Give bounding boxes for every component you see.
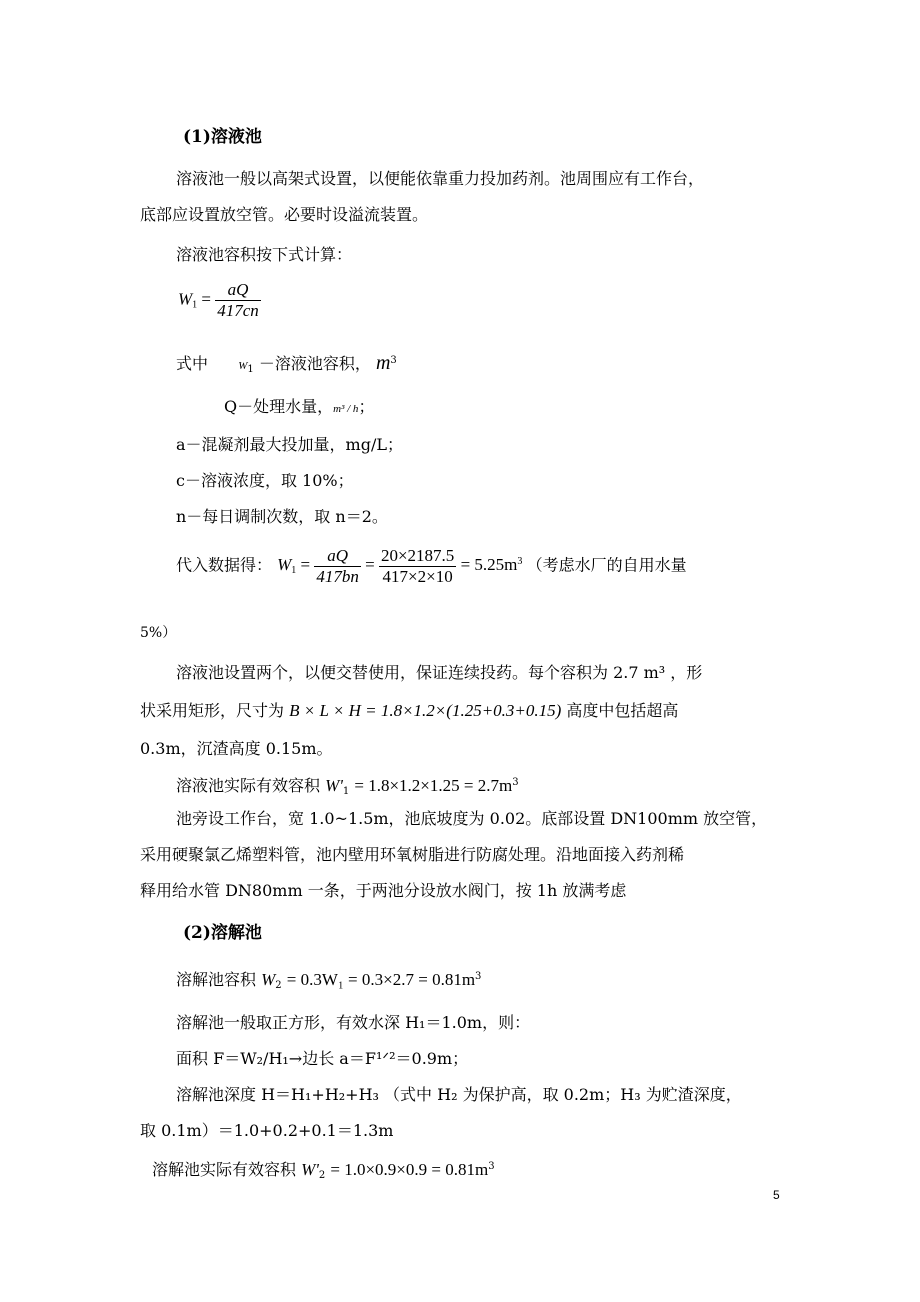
para-6 bbox=[176, 966, 481, 997]
fraction-denominator: 417cn bbox=[217, 301, 259, 320]
para-9-line-2: 取 0.1m）＝1.0+0.2+0.1＝1.3m bbox=[140, 1121, 394, 1140]
para-10-subscript: 2 bbox=[318, 1170, 326, 1181]
def-q-text: Q－处理水量， bbox=[224, 397, 334, 416]
def-n: n－每日调制次数，取 n＝2。 bbox=[176, 507, 388, 526]
calc-result-sup: 3 bbox=[517, 556, 523, 568]
para-2: 溶液池容积按下式计算： bbox=[176, 245, 353, 264]
para-5-line-3: 释用给水管 DN80mm 一条，于两池分设放水阀门，按 1h 放满考虑 bbox=[140, 881, 627, 900]
para-10-sup: 3 bbox=[488, 1161, 495, 1172]
para-3-text-b: 高度中包括超高 bbox=[566, 701, 679, 720]
para-8: 面积 F＝W₂/H₁→边长 a＝F¹ᐟ²＝0.9m； bbox=[176, 1049, 469, 1068]
calc-subscript: 1 bbox=[291, 565, 297, 577]
def-w-text: －溶液池容积， bbox=[258, 354, 371, 373]
formula-fraction bbox=[215, 280, 261, 321]
para-6-subscript: 2 bbox=[275, 980, 282, 991]
para-4-sup: 3 bbox=[512, 777, 519, 788]
formula-subscript: 1 bbox=[192, 299, 198, 311]
formula-equals: = bbox=[201, 289, 212, 309]
para-4-symbol: W' bbox=[325, 776, 343, 795]
para-4-expression: = 1.8×1.2×1.25 = 2.7m bbox=[354, 776, 513, 795]
def-w-unit: m bbox=[375, 352, 391, 374]
def-w-unit-sup: 3 bbox=[390, 355, 397, 366]
fraction-numerator: 20×2187.5 bbox=[380, 546, 455, 565]
para-3-line-2 bbox=[140, 700, 678, 722]
para-7: 溶解池一般取正方形，有效水深 H₁＝1.0m，则： bbox=[176, 1013, 531, 1032]
fraction-numerator: aQ bbox=[215, 280, 261, 301]
section-1-title: (1)溶液池 bbox=[183, 127, 262, 147]
para-3-text-a: 状采用矩形，尺寸为 bbox=[140, 701, 285, 720]
calc-fraction-1 bbox=[314, 546, 361, 587]
para-5-line-2: 采用硬聚氯乙烯塑料管，池内壁用环氧树脂进行防腐处理。沿地面接入药剂稀 bbox=[140, 845, 685, 864]
calc-fraction-2 bbox=[379, 546, 456, 587]
para-4-subscript: 1 bbox=[342, 786, 350, 797]
def-q bbox=[224, 396, 374, 420]
para-4-label: 溶液池实际有效容积 bbox=[176, 776, 321, 795]
para-1-line-1: 溶液池一般以高架式设置，以便能依靠重力投加药剂。池周围应有工作台， bbox=[176, 169, 705, 188]
fraction-numerator: aQ bbox=[314, 546, 361, 567]
para-1-line-2: 底部应设置放空管。必要时设溢流装置。 bbox=[140, 205, 429, 224]
calc-note-2: 5%） bbox=[140, 625, 177, 641]
para-9-line-1: 溶解池深度 H＝H₁+H₂+H₃ （式中 H₂ 为保护高，取 0.2m；H₃ 为贮渣深度， bbox=[176, 1085, 742, 1104]
para-10 bbox=[152, 1156, 495, 1187]
formula-w1 bbox=[178, 280, 261, 321]
def-w1 bbox=[176, 350, 397, 381]
para-3-line-1: 溶液池设置两个，以便交替使用，保证连续投药。每个容积为 2.7 m³ ，形 bbox=[176, 663, 703, 682]
calc-line: 代入数据得： $W_1$ = $\frac{aQ}{417bn}$ = $\frac{20\times 2187.5}{417\times 2\times 10}$ = $5.25m^3$ （考虑水厂的自用水量 bbox=[176, 546, 687, 586]
para-10-label: 溶解池实际有效容积 bbox=[152, 1160, 297, 1179]
para-3-line-3: 0.3m，沉渣高度 0.15m。 bbox=[140, 739, 333, 758]
para-10-symbol: W' bbox=[301, 1160, 319, 1179]
formula-symbol: W bbox=[178, 289, 193, 309]
calc-note: （考虑水厂的自用水量 bbox=[526, 555, 687, 575]
calc-result: = 5.25m bbox=[460, 555, 518, 575]
def-w-symbol: W bbox=[238, 360, 248, 372]
para-6-symbol: W bbox=[261, 970, 276, 989]
page-number: 5 bbox=[773, 1188, 780, 1202]
def-q-end: ； bbox=[358, 397, 375, 416]
para-4 bbox=[176, 772, 519, 803]
calc-prefix: 代入数据得： bbox=[176, 555, 273, 575]
para-3-formula: B × L × H = 1.8×1.2×(1.25+0.3+0.15) bbox=[289, 701, 562, 720]
para-6-label: 溶解池容积 bbox=[176, 970, 257, 989]
fraction-denominator: 417×2×10 bbox=[382, 567, 453, 586]
para-6-expression: = 0.3W₁ = 0.3×2.7 = 0.81m bbox=[286, 970, 476, 989]
section-2-title: (2)溶解池 bbox=[183, 923, 262, 943]
def-q-unit: m³ / h bbox=[333, 403, 359, 415]
para-10-expression: = 1.0×0.9×0.9 = 0.81m bbox=[330, 1160, 489, 1179]
def-a: a－混凝剂最大投加量，mg/L； bbox=[176, 435, 403, 454]
def-intro: 式中 bbox=[176, 354, 209, 373]
fraction-denominator: 417bn bbox=[316, 567, 359, 586]
def-c: c－溶液浓度，取 10%； bbox=[176, 471, 354, 490]
para-5-line-1: 池旁设工作台，宽 1.0~1.5m，池底坡度为 0.02。底部设置 DN100mm 放空管， bbox=[176, 809, 768, 828]
para-6-sup: 3 bbox=[475, 971, 482, 982]
calc-symbol: W bbox=[277, 555, 292, 575]
def-w-subscript: 1 bbox=[247, 364, 254, 375]
